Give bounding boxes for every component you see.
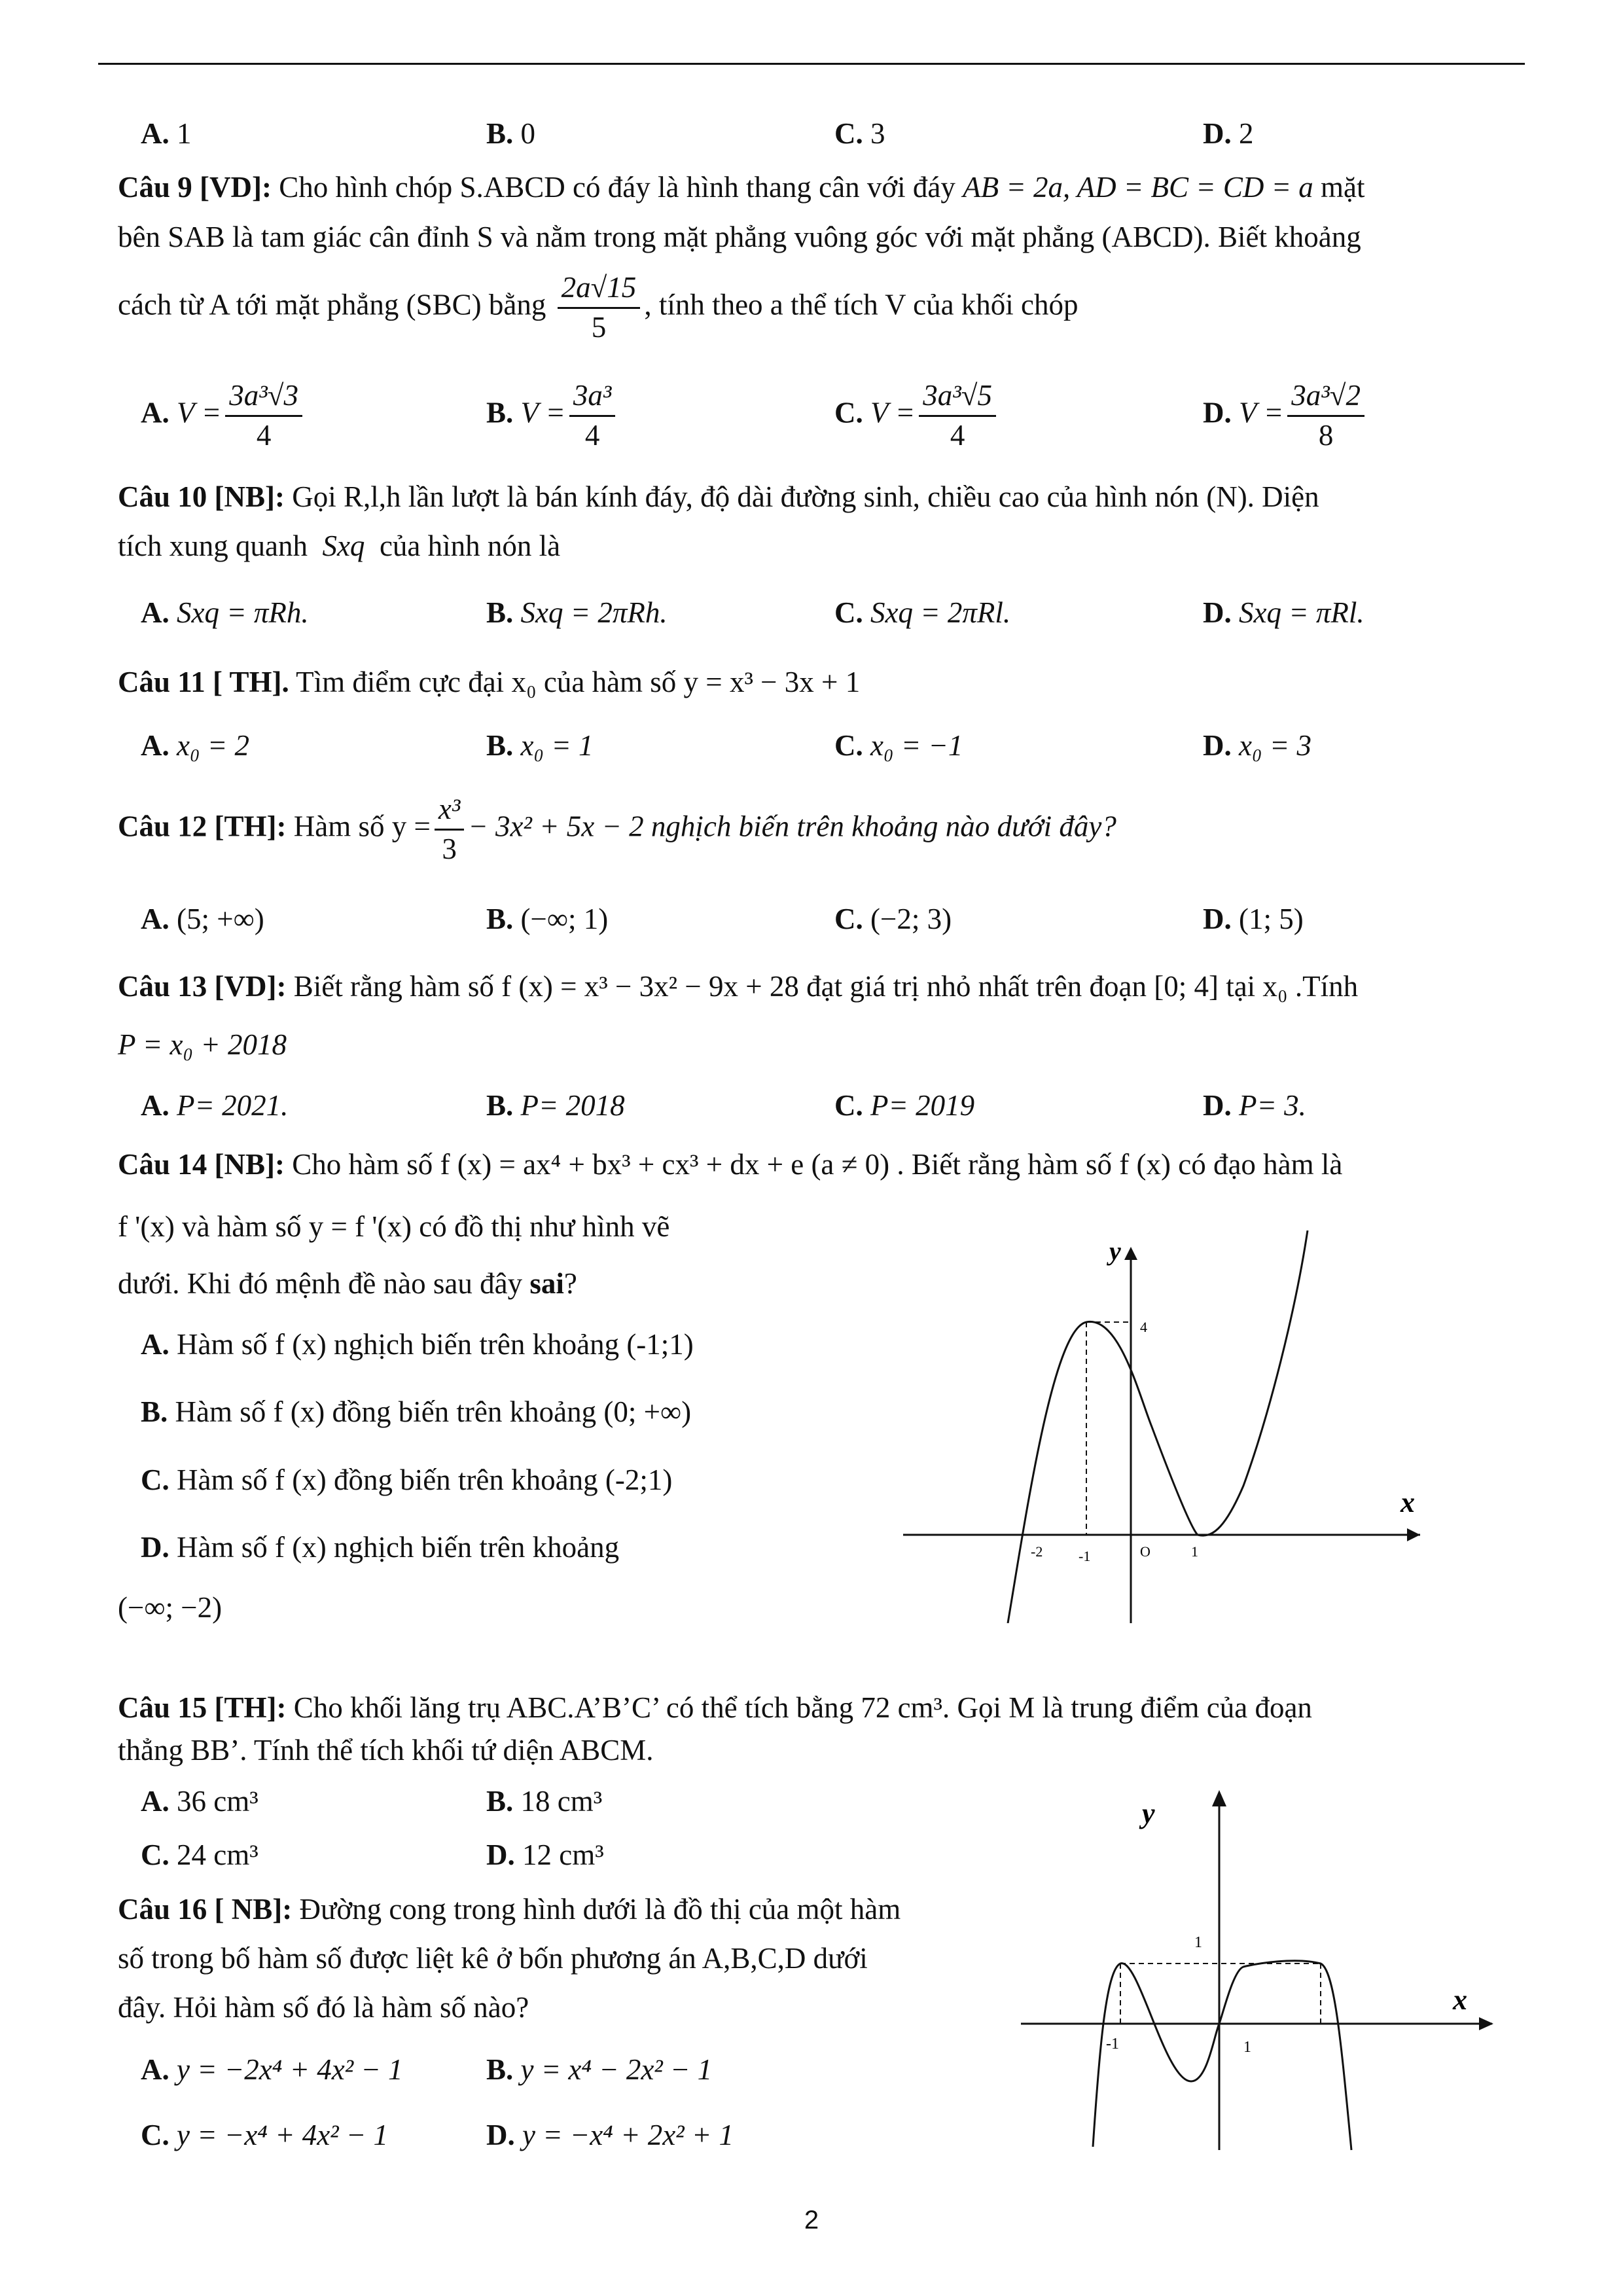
q11-option-d: D. x₀ = 3 xyxy=(1203,729,1311,762)
q12-option-b: B. (−∞; 1) xyxy=(486,903,609,935)
q14-option-b: B. Hàm số f (x) đồng biến trên khoảng (0; +∞) xyxy=(141,1395,692,1428)
page-number: 2 xyxy=(804,2206,819,2234)
q13-label: Câu 13 [VD]: xyxy=(118,970,287,1003)
q16-option-b: B. y = x⁴ − 2x² − 1 xyxy=(486,2053,713,2086)
q15-option-c: C. 24 cm³ xyxy=(141,1839,259,1871)
q14-tick-neg1: -1 xyxy=(1079,1548,1091,1564)
q14-curve xyxy=(1008,1230,1308,1623)
q14-y-arrow xyxy=(1124,1247,1137,1260)
q12-label: Câu 12 [TH]: xyxy=(118,810,287,843)
q14-tick-1: 1 xyxy=(1191,1543,1198,1560)
header-rule xyxy=(98,63,1525,65)
q16-option-a: A. y = −2x⁴ + 4x² − 1 xyxy=(141,2053,403,2086)
q16-one-label: 1 xyxy=(1194,1934,1202,1951)
q8-option-c: 3 xyxy=(870,117,885,150)
q14-option-d: D. Hàm số f (x) nghịch biến trên khoảng xyxy=(141,1531,620,1564)
q16-option-c: C. y = −x⁴ + 4x² − 1 xyxy=(141,2119,389,2151)
q9-option-a: A. V = $\frac{\text{3a³√3}}{4}$ xyxy=(141,380,306,452)
q10-option-c: C. Sxq = 2πRl. xyxy=(834,596,1011,629)
q14-graph xyxy=(903,1230,1440,1623)
q10-option-a: A. Sxq = πRh. xyxy=(141,596,309,629)
q14-option-d-cont: (−∞; −2) xyxy=(118,1591,223,1624)
q8-option-a: 1 xyxy=(177,117,192,150)
q9-option-b: B. V = $\frac{\text{3a³}}{4}$ xyxy=(486,380,619,452)
q14-label: Câu 14 [NB]: xyxy=(118,1148,285,1181)
q14-x-arrow xyxy=(1407,1528,1420,1541)
q15-label: Câu 15 [TH]: xyxy=(118,1691,287,1724)
q14-y-label: y xyxy=(1109,1236,1121,1266)
q16-y-label: y xyxy=(1142,1797,1155,1829)
q13-option-b: B. P= 2018 xyxy=(486,1089,625,1122)
q14-tick-neg2: -2 xyxy=(1031,1543,1043,1560)
q11-option-a: A. x₀ = 2 xyxy=(141,729,249,762)
q15-option-a: A. 36 cm³ xyxy=(141,1785,259,1818)
q16-x-arrow xyxy=(1479,2017,1493,2030)
q16-curve xyxy=(1093,1961,1351,2150)
q9-label: Câu 9 [VD]: xyxy=(118,171,272,204)
q14-max-label: 4 xyxy=(1140,1319,1147,1335)
q15-option-b: B. 18 cm³ xyxy=(486,1785,603,1818)
q12-option-c: C. (−2; 3) xyxy=(834,903,952,935)
q13-option-d: D. P= 3. xyxy=(1203,1089,1306,1122)
q14-option-a: A. Hàm số f (x) nghịch biến trên khoảng (-1;1) xyxy=(141,1328,694,1361)
q15-option-d: D. 12 cm³ xyxy=(486,1839,604,1871)
q14-tick-origin: O xyxy=(1140,1543,1150,1560)
q11-label: Câu 11 [ TH]. xyxy=(118,666,289,698)
q16-label: Câu 16 [ NB]: xyxy=(118,1893,293,1926)
q16-neg-one-label: -1 xyxy=(1106,2036,1119,2053)
q16-option-d: D. y = −x⁴ + 2x² + 1 xyxy=(486,2119,734,2151)
q9-fraction: $\frac{2a√15}{5}$ xyxy=(558,272,641,344)
q10-label: Câu 10 [NB]: xyxy=(118,480,285,513)
q8-option-d: 2 xyxy=(1239,117,1254,150)
q11-option-b: B. x₀ = 1 xyxy=(486,729,594,762)
q12-option-d: D. (1; 5) xyxy=(1203,903,1304,935)
q10-option-d: D. Sxq = πRl. xyxy=(1203,596,1364,629)
q14-x-label: x xyxy=(1400,1486,1415,1518)
q8-option-b: 0 xyxy=(520,117,536,150)
q16-x-label: x xyxy=(1453,1984,1467,2016)
q12-option-a: A. (5; +∞) xyxy=(141,903,264,935)
q16-graph xyxy=(1008,1774,1505,2153)
q14-option-c: C. Hàm số f (x) đồng biến trên khoảng (-2;1) xyxy=(141,1463,673,1496)
q16-y-arrow xyxy=(1212,1790,1226,1806)
q9-option-d: D. V = $\frac{\text{3a³√2}}{8}$ xyxy=(1203,380,1368,452)
q13-option-c: C. P= 2019 xyxy=(834,1089,975,1122)
q11-option-c: C. x₀ = −1 xyxy=(834,729,963,762)
q9-option-c: C. V = $\frac{\text{3a³√5}}{4}$ xyxy=(834,380,1000,452)
q16-pos-one-label: 1 xyxy=(1243,2039,1251,2056)
q13-option-a: A. P= 2021. xyxy=(141,1089,289,1122)
q10-option-b: B. Sxq = 2πRh. xyxy=(486,596,668,629)
